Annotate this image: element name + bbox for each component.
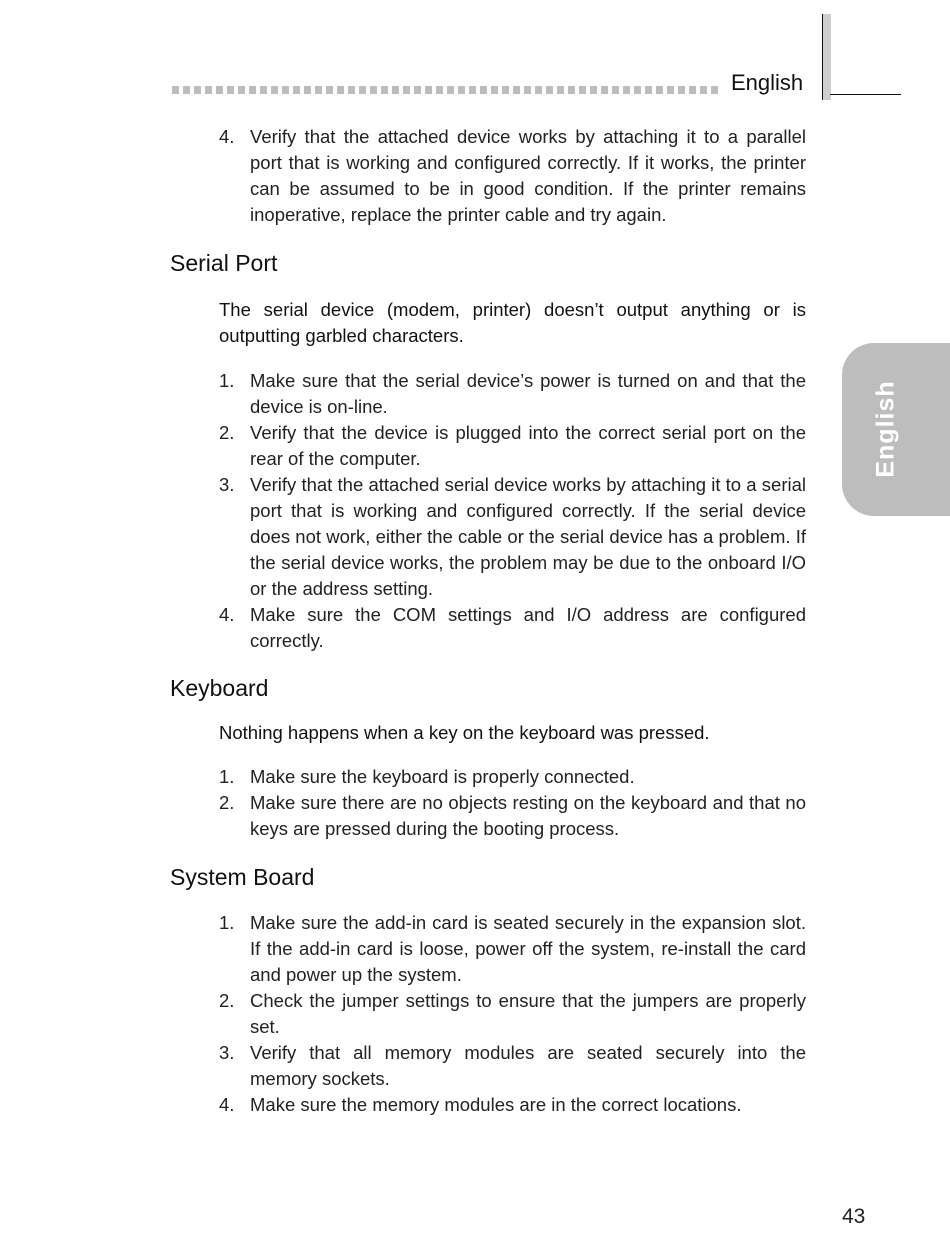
list-item — [219, 790, 806, 842]
list-item-text: Make sure the keyboard is properly connected. — [250, 766, 635, 787]
list-item-number: 4. — [219, 604, 235, 625]
keyboard-problem-description: Nothing happens when a key on the keyboard was pressed. — [219, 722, 710, 743]
header-corner-bar — [822, 14, 831, 100]
list-item — [219, 602, 806, 654]
section-heading-system-board: System Board — [170, 864, 315, 890]
list-item — [219, 764, 806, 790]
keyboard-steps — [219, 764, 806, 842]
system-board-steps — [219, 910, 806, 1118]
header-corner-line — [830, 94, 901, 95]
list-item-text: Check the jumper settings to ensure that the jumpers are properly set. — [250, 990, 806, 1037]
list-item-text: Verify that all memory modules are seated securely into the memory sockets. — [250, 1042, 806, 1089]
list-item — [219, 368, 806, 420]
page-number: 43 — [842, 1205, 866, 1228]
list-item — [219, 1092, 806, 1118]
list-item-text: Make sure there are no objects resting on the keyboard and that no keys are pressed during the booting process. — [250, 792, 806, 839]
list-item-number: 4. — [219, 1094, 235, 1115]
serial-port-steps — [219, 368, 806, 654]
list-item-number: 2. — [219, 422, 235, 443]
list-item — [219, 1040, 806, 1092]
list-item-text: Make sure the memory modules are in the correct locations. — [250, 1094, 742, 1115]
list-item — [219, 910, 806, 988]
list-item — [219, 472, 806, 602]
list-item-text: Verify that the attached serial device works by attaching it to a serial port that is working and configured correctly. If the serial device does not work, either the cable or the serial device has a problem. If the serial device works, the problem may be due to the onboard I/O or the address setting. — [250, 474, 806, 599]
list-item-number: 1. — [219, 766, 235, 787]
list-item-number: 1. — [219, 912, 235, 933]
list-item — [219, 988, 806, 1040]
list-item-text: Verify that the attached device works by attaching it to a parallel port that is working and configured correctly. If it works, the printer can be assumed to be in good condition. If the printer remains inoperative, replace the printer cable and try again. — [250, 126, 806, 225]
header-language-label: English — [731, 70, 804, 95]
header-dotted-rule — [172, 86, 718, 94]
list-item — [219, 124, 806, 228]
language-side-tab — [842, 343, 950, 516]
list-item-number: 2. — [219, 792, 235, 813]
page-content — [170, 124, 806, 1118]
intro-list — [219, 124, 806, 228]
list-item-text: Make sure that the serial device’s power is turned on and that the device is on-line. — [250, 370, 806, 417]
section-heading-serial-port: Serial Port — [170, 250, 278, 276]
list-item-number: 1. — [219, 370, 235, 391]
list-item-number: 4. — [219, 126, 235, 147]
language-side-tab-label: English — [871, 380, 900, 478]
list-item-text: Make sure the COM settings and I/O address are configured correctly. — [250, 604, 806, 651]
list-item — [219, 420, 806, 472]
section-heading-keyboard: Keyboard — [170, 675, 269, 701]
serial-port-problem-description: The serial device (modem, printer) doesn’t output anything or is outputting garbled characters. — [219, 299, 806, 346]
list-item-number: 3. — [219, 474, 235, 495]
list-item-text: Verify that the device is plugged into the correct serial port on the rear of the computer. — [250, 422, 806, 469]
list-item-text: Make sure the add-in card is seated securely in the expansion slot. If the add-in card is loose, power off the system, re-install the card and power up the system. — [250, 912, 806, 985]
list-item-number: 3. — [219, 1042, 235, 1063]
list-item-number: 2. — [219, 990, 235, 1011]
